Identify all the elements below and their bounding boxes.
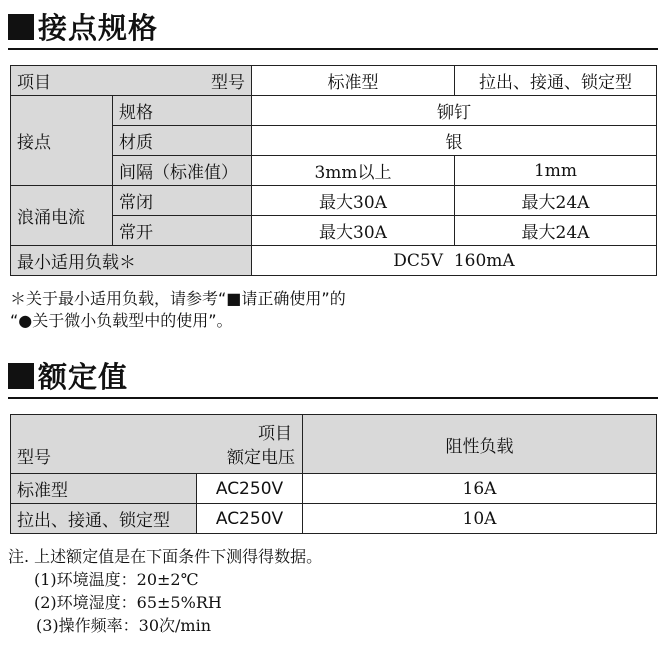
ratings-notes [8, 545, 322, 637]
title-underline [8, 397, 658, 399]
pullout-type-header: 拉出、接通、锁定型 [455, 66, 657, 96]
model-header: 型号 [211, 73, 245, 93]
spec-value: 铆钉 [252, 96, 657, 126]
table-row [11, 186, 657, 216]
model-header: 型号 [17, 448, 51, 468]
resistive-load-header: 阻性负载 [303, 415, 657, 474]
ratings-table [10, 414, 657, 534]
model-pullout: 拉出、接通、锁定型 [11, 504, 197, 534]
title-underline [8, 48, 658, 50]
contact-group-label: 接点 [11, 96, 113, 186]
black-square-icon [8, 14, 34, 40]
model-voltage-header [11, 415, 303, 474]
section-title-ratings [8, 355, 128, 396]
material-label: 材质 [113, 126, 252, 156]
material-value: 银 [252, 126, 657, 156]
note-line: (2)环境湿度：65±5%RH [34, 593, 222, 612]
section-title-contact-spec [8, 6, 158, 47]
gap-pullout-value: 1mm [455, 156, 657, 186]
table-row [11, 96, 657, 126]
nc-label: 常闭 [113, 186, 252, 216]
table-row [11, 504, 657, 534]
model-standard: 标准型 [11, 474, 197, 504]
footnote-line-2: “●关于微小负载型中的使用”。 [10, 311, 233, 330]
gap-label: 间隔（标准值） [113, 156, 252, 186]
nc-pullout-value: 最大24A [455, 186, 657, 216]
item-header: 项目 [17, 73, 51, 93]
contact-spec-table [10, 65, 657, 276]
table-row [11, 474, 657, 504]
gap-standard-value: 3mm以上 [252, 156, 455, 186]
section-title-text: 接点规格 [38, 11, 159, 45]
black-square-icon [8, 363, 34, 389]
note-line: (1)环境温度：20±2℃ [34, 570, 199, 589]
note-line: (3)操作频率：30次/min [36, 616, 212, 635]
nc-standard-value: 最大30A [252, 186, 455, 216]
load-pullout: 10A [303, 504, 657, 534]
table-header-row [11, 415, 657, 474]
load-standard: 16A [303, 474, 657, 504]
footnote-line-1: ＊关于最小适用负载，请参考“■请正确使用”的 [10, 289, 346, 308]
no-label: 常开 [113, 216, 252, 246]
table-header-row [11, 66, 657, 96]
min-load-label: 最小适用负载 [17, 253, 119, 273]
no-standard-value: 最大30A [252, 216, 455, 246]
surge-group-label: 浪涌电流 [11, 186, 113, 246]
standard-type-header: 标准型 [252, 66, 455, 96]
spec-label: 规格 [113, 96, 252, 126]
rated-voltage-header: 额定电压 [227, 448, 295, 468]
footnote [10, 288, 346, 332]
table-row [11, 246, 657, 276]
asterisk-mark: ＊ [119, 253, 136, 273]
item-model-header [11, 66, 252, 96]
voltage-standard: AC250V [197, 474, 303, 504]
voltage-pullout: AC250V [197, 504, 303, 534]
min-load-label-cell [11, 246, 252, 276]
item-header: 项目 [258, 424, 292, 444]
min-load-value: DC5V 160mA [252, 246, 657, 276]
no-pullout-value: 最大24A [455, 216, 657, 246]
section-title-text: 额定值 [38, 360, 129, 394]
note-line: 注. 上述额定值是在下面条件下测得得数据。 [8, 547, 323, 566]
